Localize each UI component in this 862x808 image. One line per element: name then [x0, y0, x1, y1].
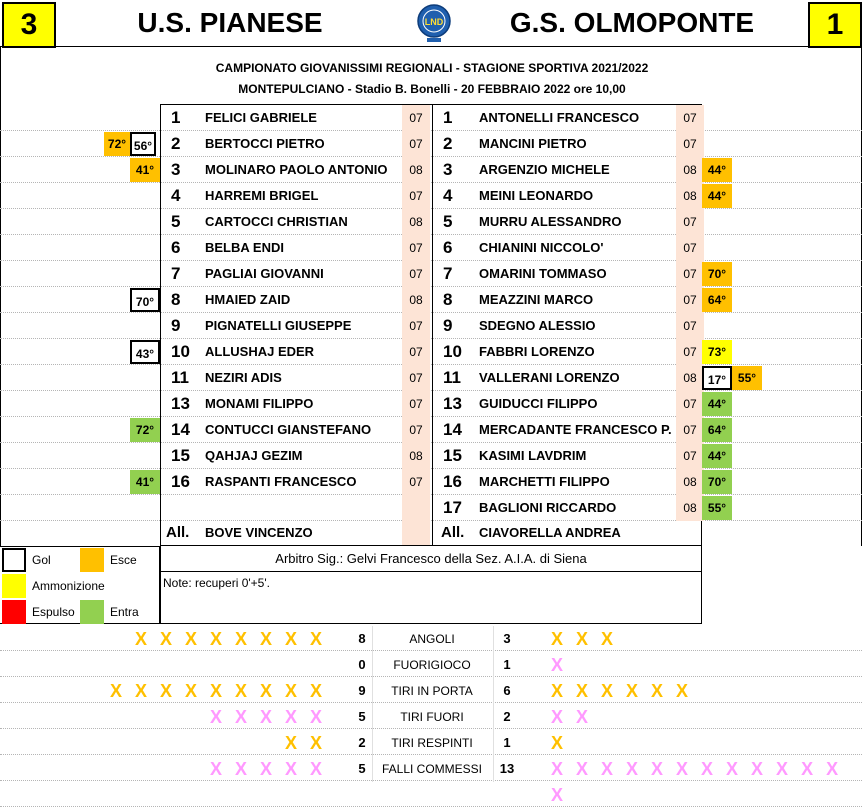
home-coach-name: BOVE VINCENZO	[205, 525, 313, 540]
roster-divider	[432, 104, 433, 546]
away-player-number: 6	[443, 238, 453, 257]
home-player-name: HARREMI BRIGEL	[205, 188, 319, 203]
home-player-birth-year: 07	[402, 131, 430, 157]
away-player-name: MEINI LEONARDO	[479, 188, 594, 203]
away-event-orange-badge: 64°	[702, 288, 732, 312]
away-player-number: 5	[443, 212, 453, 231]
home-player-number: 16	[171, 472, 190, 491]
away-player-name: BAGLIONI RICCARDO	[479, 500, 617, 515]
stat-away-marks: X X X X X X	[551, 681, 689, 701]
home-player-birth-year: 07	[402, 365, 430, 391]
away-player-number: 17	[443, 498, 462, 517]
stat-away-marks: X X X	[551, 629, 614, 649]
home-player-birth-year: 07	[402, 183, 430, 209]
stat-away-value: 2	[503, 709, 511, 724]
stat-home-value: 5	[358, 709, 366, 724]
stat-away-value: 6	[503, 683, 511, 698]
home-player-name: BELBA ENDI	[205, 240, 284, 255]
away-player-number: 8	[443, 290, 453, 309]
home-player-number: 8	[171, 290, 181, 309]
home-player-birth-year: 08	[402, 443, 430, 469]
away-player-birth-year: 08	[676, 365, 704, 391]
home-event-green-badge: 41°	[130, 470, 160, 494]
legend-goal-swatch	[2, 548, 26, 572]
home-coach-label: All.	[166, 524, 190, 541]
legend-sub-out-label: Esce	[110, 553, 137, 567]
home-player-number: 14	[171, 420, 190, 439]
away-player-number: 7	[443, 264, 453, 283]
away-coach-name: CIAVORELLA ANDREA	[479, 525, 621, 540]
federation-logo	[414, 2, 454, 44]
home-player-name: MONAMI FILIPPO	[205, 396, 314, 411]
away-player-birth-year: 07	[676, 287, 704, 313]
away-player-number: 13	[443, 394, 462, 413]
away-event-orange-badge: 44°	[702, 184, 732, 208]
home-player-name: PAGLIAI GIOVANNI	[205, 266, 324, 281]
stat-away-marks: X X	[551, 707, 589, 727]
home-event-green-badge: 72°	[130, 418, 160, 442]
away-player-number: 11	[443, 368, 461, 387]
away-player-name: MARCHETTI FILIPPO	[479, 474, 610, 489]
home-player-number: 9	[171, 316, 181, 335]
home-player-name: CARTOCCI CHRISTIAN	[205, 214, 348, 229]
away-player-name: ARGENZIO MICHELE	[479, 162, 610, 177]
competition-title: CAMPIONATO GIOVANISSIMI REGIONALI - STAGIONE SPORTIVA 2021/2022	[215, 61, 649, 75]
away-player-number: 9	[443, 316, 453, 335]
away-player-birth-year: 08	[676, 469, 704, 495]
stat-home-marks: X X X X X	[209, 759, 322, 779]
home-player-birth-year: 08	[402, 287, 430, 313]
away-event-yellow-badge: 73°	[702, 340, 732, 364]
away-player-birth-year: 08	[676, 495, 704, 521]
away-player-name: OMARINI TOMMASO	[479, 266, 607, 281]
stat-label: FUORIGIOCO	[393, 658, 471, 672]
away-score: 1	[808, 2, 862, 48]
venue-info: MONTEPULCIANO - Stadio B. Bonelli - 20 FEBBRAIO 2022 ore 10,00	[238, 82, 626, 96]
home-player-number: 10	[171, 342, 190, 361]
legend-goal-label: Gol	[32, 553, 51, 567]
stat-label: ANGOLI	[409, 632, 455, 646]
stat-away-value: 3	[503, 631, 511, 646]
home-player-birth-year: 08	[402, 157, 430, 183]
away-player-name: MERCADANTE FRANCESCO P.	[479, 422, 672, 437]
away-player-birth-year: 07	[676, 443, 704, 469]
stat-label: TIRI IN PORTA	[391, 684, 473, 698]
home-player-number: 3	[171, 160, 181, 179]
away-event-goal-badge: 17°	[702, 366, 732, 390]
home-player-birth-year: 07	[402, 469, 430, 495]
away-event-orange-badge: 70°	[702, 262, 732, 286]
home-team-name: U.S. PIANESE	[137, 7, 323, 38]
home-player-number: 13	[171, 394, 190, 413]
away-player-birth-year: 07	[676, 417, 704, 443]
away-player-name: ANTONELLI FRANCESCO	[479, 110, 640, 125]
stat-home-value: 9	[358, 683, 366, 698]
match-notes: Note: recuperi 0'+5'.	[163, 576, 270, 590]
home-player-name: HMAIED ZAID	[205, 292, 291, 307]
home-player-birth-year: 07	[402, 105, 430, 131]
home-player-number: 5	[171, 212, 181, 231]
legend-warning-label: Ammonizione	[32, 579, 105, 593]
away-player-number: 2	[443, 134, 453, 153]
away-player-number: 1	[443, 108, 453, 127]
away-player-name: MEAZZINI MARCO	[479, 292, 594, 307]
away-player-number: 3	[443, 160, 453, 179]
legend-sub-out-swatch	[80, 548, 104, 572]
home-player-name: PIGNATELLI GIUSEPPE	[205, 318, 352, 333]
away-player-name: CHIANINI NICCOLO'	[479, 240, 604, 255]
home-player-name: RASPANTI FRANCESCO	[205, 474, 357, 489]
away-event-green-badge: 70°	[702, 470, 732, 494]
home-player-birth-year: 07	[402, 339, 430, 365]
home-player-birth-year: 07	[402, 417, 430, 443]
away-player-birth-year: 07	[676, 261, 704, 287]
stat-home-value: 5	[358, 761, 366, 776]
away-player-birth-year: 07	[676, 131, 704, 157]
stat-home-marks: X X X X X X X X	[134, 629, 322, 649]
stat-away-value: 13	[499, 761, 515, 776]
stat-away-value: 1	[503, 657, 511, 672]
home-player-name: CONTUCCI GIANSTEFANO	[205, 422, 372, 437]
home-event-orange-badge: 41°	[130, 158, 160, 182]
away-event-green-badge: 55°	[702, 496, 732, 520]
stat-home-value: 8	[358, 631, 366, 646]
home-event-goal-badge: 70°	[130, 288, 160, 312]
home-player-birth-year: 07	[402, 313, 430, 339]
home-player-number: 11	[171, 368, 189, 387]
home-player-number: 4	[171, 186, 181, 205]
referee-info: Arbitro Sig.: Gelvi Francesco della Sez. A.I.A. di Siena	[275, 551, 587, 566]
away-player-birth-year: 07	[676, 209, 704, 235]
home-player-name: FELICI GABRIELE	[205, 110, 317, 125]
away-player-birth-year: 07	[676, 105, 704, 131]
legend-sub-in-label: Entra	[110, 605, 139, 619]
header-rule	[0, 46, 862, 47]
home-player-number: 2	[171, 134, 181, 153]
away-player-birth-year: 07	[676, 313, 704, 339]
home-player-birth-year: 08	[402, 209, 430, 235]
away-player-name: SDEGNO ALESSIO	[479, 318, 596, 333]
home-player-number: 7	[171, 264, 181, 283]
home-score: 3	[2, 2, 56, 48]
away-player-number: 16	[443, 472, 462, 491]
logo-text: LND	[424, 17, 444, 27]
home-event-orange-badge: 72°	[104, 132, 130, 156]
away-player-name: GUIDUCCI FILIPPO	[479, 396, 598, 411]
away-player-name: MURRU ALESSANDRO	[479, 214, 622, 229]
home-player-name: NEZIRI ADIS	[205, 370, 282, 385]
stats-separator	[0, 806, 862, 807]
stat-home-marks: X X X X X	[209, 707, 322, 727]
home-player-name: BERTOCCI PIETRO	[205, 136, 325, 151]
away-coach-label: All.	[441, 524, 465, 541]
away-player-birth-year: 07	[676, 235, 704, 261]
legend-expelled-swatch	[2, 600, 26, 624]
away-event-orange-badge: 44°	[702, 158, 732, 182]
away-player-number: 15	[443, 446, 462, 465]
away-player-number: 10	[443, 342, 462, 361]
stat-away-marks: X	[551, 733, 564, 753]
stat-label: TIRI FUORI	[400, 710, 464, 724]
home-event-goal-badge: 56°	[130, 132, 156, 156]
away-team-name: G.S. OLMOPONTE	[509, 7, 755, 38]
away-player-name: FABBRI LORENZO	[479, 344, 595, 359]
stat-away-value: 1	[503, 735, 511, 750]
away-player-birth-year: 08	[676, 183, 704, 209]
stat-away-marks: X X X X X X X X X X X X	[551, 759, 839, 779]
legend-sub-in-swatch	[80, 600, 104, 624]
stat-label: FALLI COMMESSI	[381, 762, 483, 776]
stat-home-value: 2	[358, 735, 366, 750]
stat-away-marks-overflow: X	[551, 785, 564, 805]
away-event-green-badge: 44°	[702, 444, 732, 468]
stat-away-marks: X	[551, 655, 564, 675]
home-player-birth-year: 07	[402, 391, 430, 417]
away-player-birth-year: 07	[676, 391, 704, 417]
away-player-birth-year: 08	[676, 157, 704, 183]
home-player-name: QAHJAJ GEZIM	[205, 448, 303, 463]
home-event-goal-badge: 43°	[130, 340, 160, 364]
page-left-border	[0, 46, 1, 546]
home-player-birth-year: 07	[402, 261, 430, 287]
stats-label-column	[372, 626, 494, 782]
away-player-number: 14	[443, 420, 462, 439]
away-event-green-badge: 64°	[702, 418, 732, 442]
away-player-name: MANCINI PIETRO	[479, 136, 587, 151]
legend-expelled-label: Espulso	[32, 605, 75, 619]
legend-warning-swatch	[2, 574, 26, 598]
away-player-birth-year: 07	[676, 339, 704, 365]
away-event-green-badge: 44°	[702, 392, 732, 416]
home-player-number: 15	[171, 446, 190, 465]
stat-home-marks: X X X X X X X X X	[109, 681, 322, 701]
home-player-name: ALLUSHAJ EDER	[205, 344, 315, 359]
stat-home-value: 0	[358, 657, 366, 672]
home-player-name: MOLINARO PAOLO ANTONIO	[205, 162, 388, 177]
home-player-birth-year: 07	[402, 235, 430, 261]
away-player-number: 4	[443, 186, 453, 205]
stat-home-marks: X X	[284, 733, 322, 753]
home-player-number: 6	[171, 238, 181, 257]
home-player-number: 1	[171, 108, 181, 127]
stat-label: TIRI RESPINTI	[391, 736, 473, 750]
away-player-name: VALLERANI LORENZO	[479, 370, 620, 385]
away-event-orange-badge: 55°	[732, 366, 762, 390]
away-player-name: KASIMI LAVDRIM	[479, 448, 587, 463]
